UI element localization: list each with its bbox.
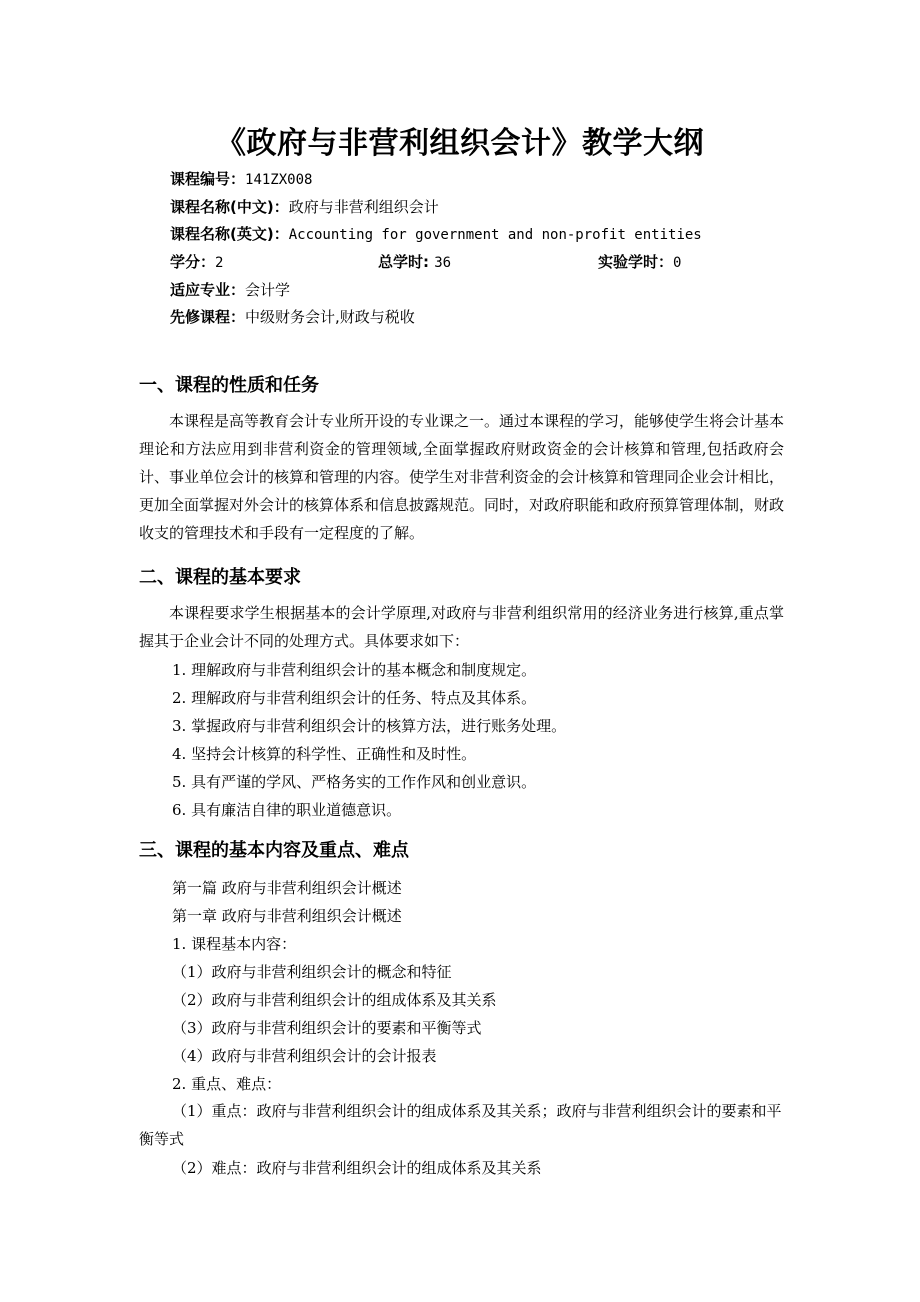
course-name-en-value: Accounting for government and non-profit entities	[288, 227, 702, 243]
prerequisites	[170, 306, 415, 327]
course-code-label: 课程编号：	[170, 170, 246, 188]
requirement-item: 4. 坚持会计核算的科学性、正确性和及时性。	[172, 745, 477, 763]
requirement-item: 2. 理解政府与非营利组织会计的任务、特点及其体系。	[172, 689, 537, 707]
lab-hours-field	[598, 251, 681, 272]
course-code-value: 141ZX008	[245, 172, 313, 188]
requirement-item: 1. 理解政府与非营利组织会计的基本概念和制度规定。	[172, 661, 537, 679]
content-label: 1. 课程基本内容：	[172, 935, 297, 953]
major-value: 会计学	[245, 281, 291, 299]
content-item: （2）政府与非营利组织会计的组成体系及其关系	[172, 991, 497, 1009]
course-name-en-label: 课程名称(英文)：	[170, 225, 289, 243]
applicable-major	[170, 279, 290, 300]
content-item: （4）政府与非营利组织会计的会计报表	[172, 1047, 437, 1065]
chapter-title: 第一章 政府与非营利组织会计概述	[172, 907, 402, 925]
credit-label: 学分：	[170, 253, 216, 271]
course-name-en	[170, 223, 702, 244]
hours-label: 总学时:	[378, 253, 435, 271]
prereq-value: 中级财务会计,财政与税收	[245, 308, 415, 326]
major-label: 适应专业：	[170, 281, 246, 299]
document-title: 《政府与非营利组织会计》教学大纲	[216, 126, 704, 161]
course-name-cn-label: 课程名称(中文)：	[170, 198, 289, 216]
requirement-item: 6. 具有廉洁自律的职业道德意识。	[172, 801, 402, 819]
hours-field	[378, 251, 451, 272]
lab-hours-label: 实验学时：	[598, 253, 674, 271]
section-1-heading: 一、课程的性质和任务	[139, 375, 319, 396]
content-item: （3）政府与非营利组织会计的要素和平衡等式	[172, 1019, 482, 1037]
requirement-item: 5. 具有严谨的学风、严格务实的工作作风和创业意识。	[172, 773, 537, 791]
key-difficult-label: 2. 重点、难点：	[172, 1075, 282, 1093]
course-name-cn	[170, 196, 439, 217]
part-title: 第一篇 政府与非营利组织会计概述	[172, 879, 402, 897]
course-name-cn-value: 政府与非营利组织会计	[288, 198, 439, 216]
hours-value: 36	[434, 255, 452, 271]
course-code	[170, 168, 312, 189]
prereq-label: 先修课程：	[170, 308, 246, 326]
credit-field	[170, 251, 223, 272]
section-2-paragraph: 本课程要求学生根据基本的会计学原理,对政府与非营利组织常用的经济业务进行核算,重点掌握其于企业会计不同的处理方式。具体要求如下：	[139, 604, 784, 650]
section-3-heading: 三、课程的基本内容及重点、难点	[139, 840, 409, 861]
lab-hours-value: 0	[673, 255, 682, 271]
key-point: （1）重点：政府与非营利组织会计的组成体系及其关系；政府与非营利组织会计的要素和平衡等式	[139, 1102, 782, 1148]
section-2-heading: 二、课程的基本要求	[139, 567, 301, 588]
credit-value: 2	[215, 255, 224, 271]
section-1-paragraph: 本课程是高等教育会计专业所开设的专业课之一。通过本课程的学习，能够使学生将会计基本理论和方法应用到非营利资金的管理领域,全面掌握政府财政资金的会计核算和管理,包括政府会计、事业单位会计的核算和管理的内容。使学生对非营利资金的会计核算和管理同企业会计相比，更加全面掌握对外会计的核算体系和信息披露规范。同时，对政府职能和政府预算管理体制，财政收支的管理技术和手段有一定程度的了解。	[139, 412, 785, 542]
requirement-item: 3. 掌握政府与非营利组织会计的核算方法，进行账务处理。	[172, 717, 567, 735]
content-item: （1）政府与非营利组织会计的概念和特征	[172, 963, 452, 981]
difficult-point: （2）难点：政府与非营利组织会计的组成体系及其关系	[172, 1159, 542, 1177]
